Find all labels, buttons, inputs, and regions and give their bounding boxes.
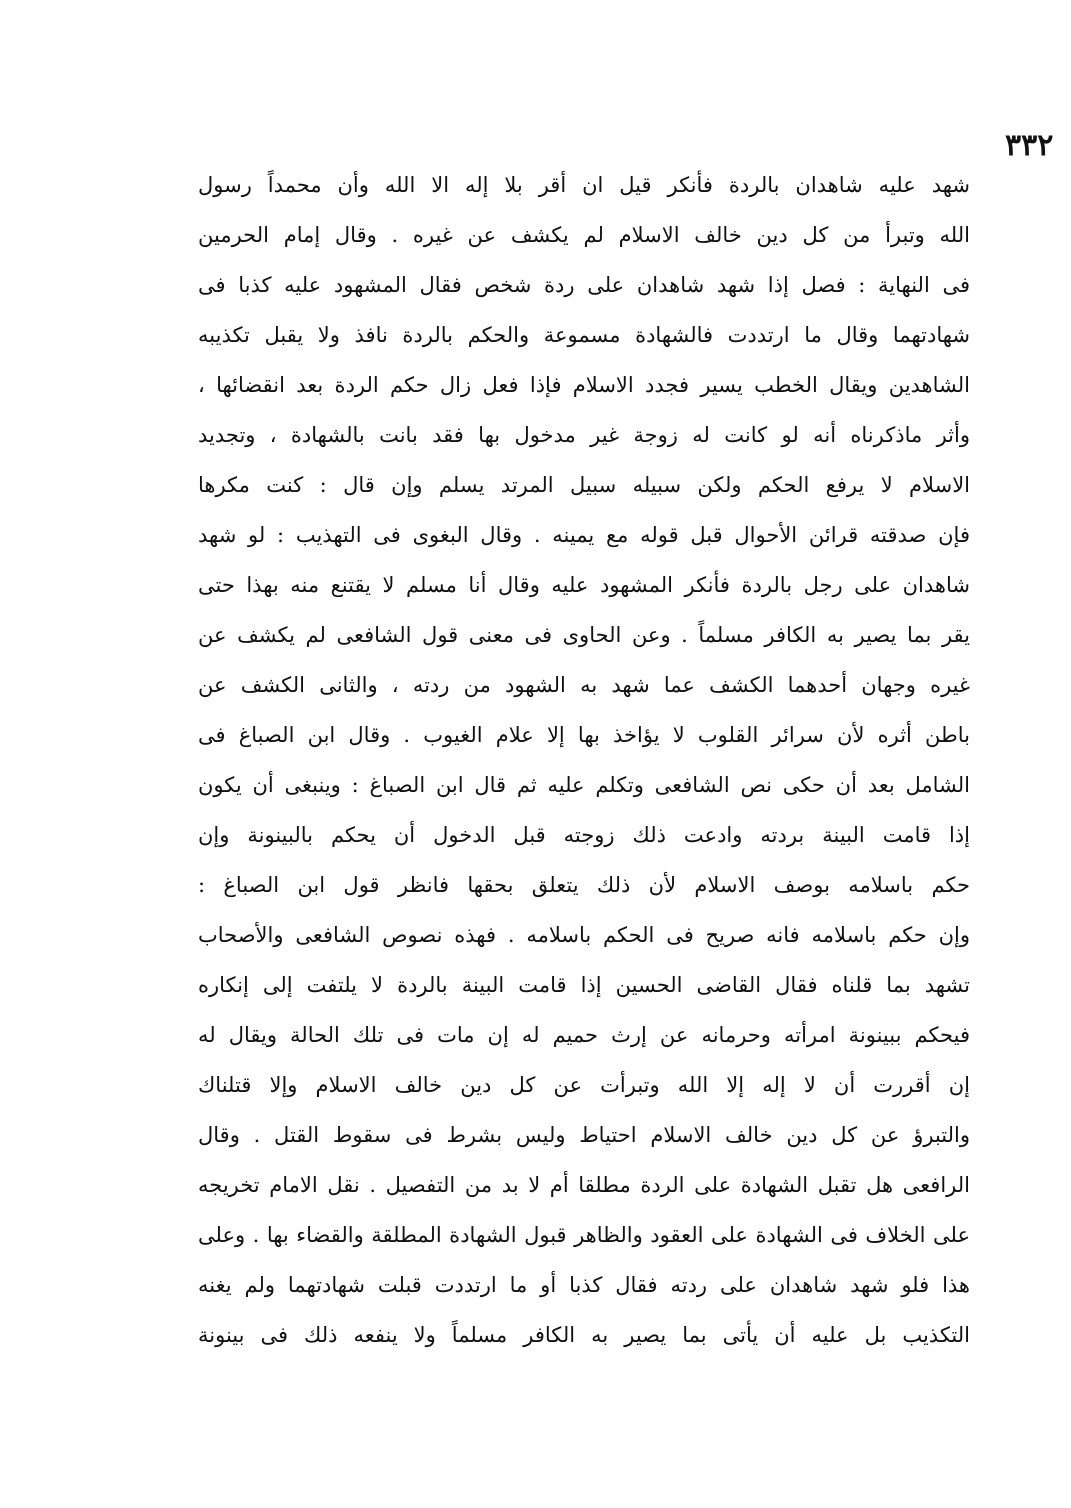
text-line: فى النهاية : فصل إذا شهد شاهدان على ردة شخص فقال المشهود عليه كذبا فى <box>198 273 970 297</box>
text-line: وأثر ماذكرناه أنه لو كانت له زوجة غير مدخول بها فقد بانت بالشهادة ، وتجديد <box>198 423 970 447</box>
text-line: إذا قامت البينة بردته وادعت ذلك زوجته قبل الدخول أن يحكم بالبينونة وإن <box>198 823 970 847</box>
text-line: شهد عليه شاهدان بالردة فأنكر قيل ان أقر بلا إله الا الله وأن محمداً رسول <box>198 173 970 197</box>
text-line: إن أقررت أن لا إله إلا الله وتبرأت عن كل دين خالف الاسلام وإلا قتلناك <box>198 1073 970 1097</box>
text-line: حكم باسلامه بوصف الاسلام لأن ذلك يتعلق بحقها فانظر قول ابن الصباغ : <box>198 873 970 897</box>
text-line: شاهدان على رجل بالردة فأنكر المشهود عليه وقال أنا مسلم لا يقتنع منه بهذا حتى <box>198 573 970 597</box>
text-line: فيحكم ببينونة امرأته وحرمانه عن إرث حميم له إن مات فى تلك الحالة ويقال له <box>198 1023 970 1047</box>
text-line: الاسلام لا يرفع الحكم ولكن سبيله سبيل المرتد يسلم وإن قال : كنت مكرها <box>198 473 970 497</box>
body-text <box>198 160 970 1360</box>
text-line: الشاهدين ويقال الخطب يسير فجدد الاسلام فإذا فعل زال حكم الردة بعد انقضائها ، <box>198 373 970 397</box>
text-line: شهادتهما وقال ما ارتددت فالشهادة مسموعة والحكم بالردة نافذ ولا يقبل تكذيبه <box>198 323 970 347</box>
page-number: ٣٣٢ <box>1005 128 1054 163</box>
text-line: يقر بما يصير به الكافر مسلماً . وعن الحاوى فى معنى قول الشافعى لم يكشف عن <box>198 623 970 647</box>
text-line: باطن أثره لأن سرائر القلوب لا يؤاخذ بها إلا علام الغيوب . وقال ابن الصباغ فى <box>198 723 970 747</box>
text-line: والتبرؤ عن كل دين خالف الاسلام احتياط وليس بشرط فى سقوط القتل . وقال <box>198 1123 970 1147</box>
text-line: فإن صدقته قرائن الأحوال قبل قوله مع يمينه . وقال البغوى فى التهذيب : لو شهد <box>198 523 970 547</box>
text-line: تشهد بما قلناه فقال القاضى الحسين إذا قامت البينة بالردة لا يلتفت إلى إنكاره <box>198 973 970 997</box>
text-line: الله وتبرأ من كل دين خالف الاسلام لم يكشف عن غيره . وقال إمام الحرمين <box>198 223 970 247</box>
text-line: هذا فلو شهد شاهدان على ردته فقال كذبا أو ما ارتددت قبلت شهادتهما ولم يغنه <box>198 1273 970 1297</box>
text-line: التكذيب بل عليه أن يأتى بما يصير به الكافر مسلماً ولا ينفعه ذلك فى بينونة <box>198 1323 970 1347</box>
text-line: وإن حكم باسلامه فانه صريح فى الحكم باسلامه . فهذه نصوص الشافعى والأصحاب <box>198 923 970 947</box>
text-line: على الخلاف فى الشهادة على العقود والظاهر قبول الشهادة المطلقة والقضاء بها . وعلى <box>198 1223 970 1247</box>
text-line: الرافعى هل تقبل الشهادة على الردة مطلقا أم لا بد من التفصيل . نقل الامام تخريجه <box>198 1173 970 1197</box>
text-line: غيره وجهان أحدهما الكشف عما شهد به الشهود من ردته ، والثانى الكشف عن <box>198 673 970 697</box>
text-line: الشامل بعد أن حكى نص الشافعى وتكلم عليه ثم قال ابن الصباغ : وينبغى أن يكون <box>198 773 970 797</box>
